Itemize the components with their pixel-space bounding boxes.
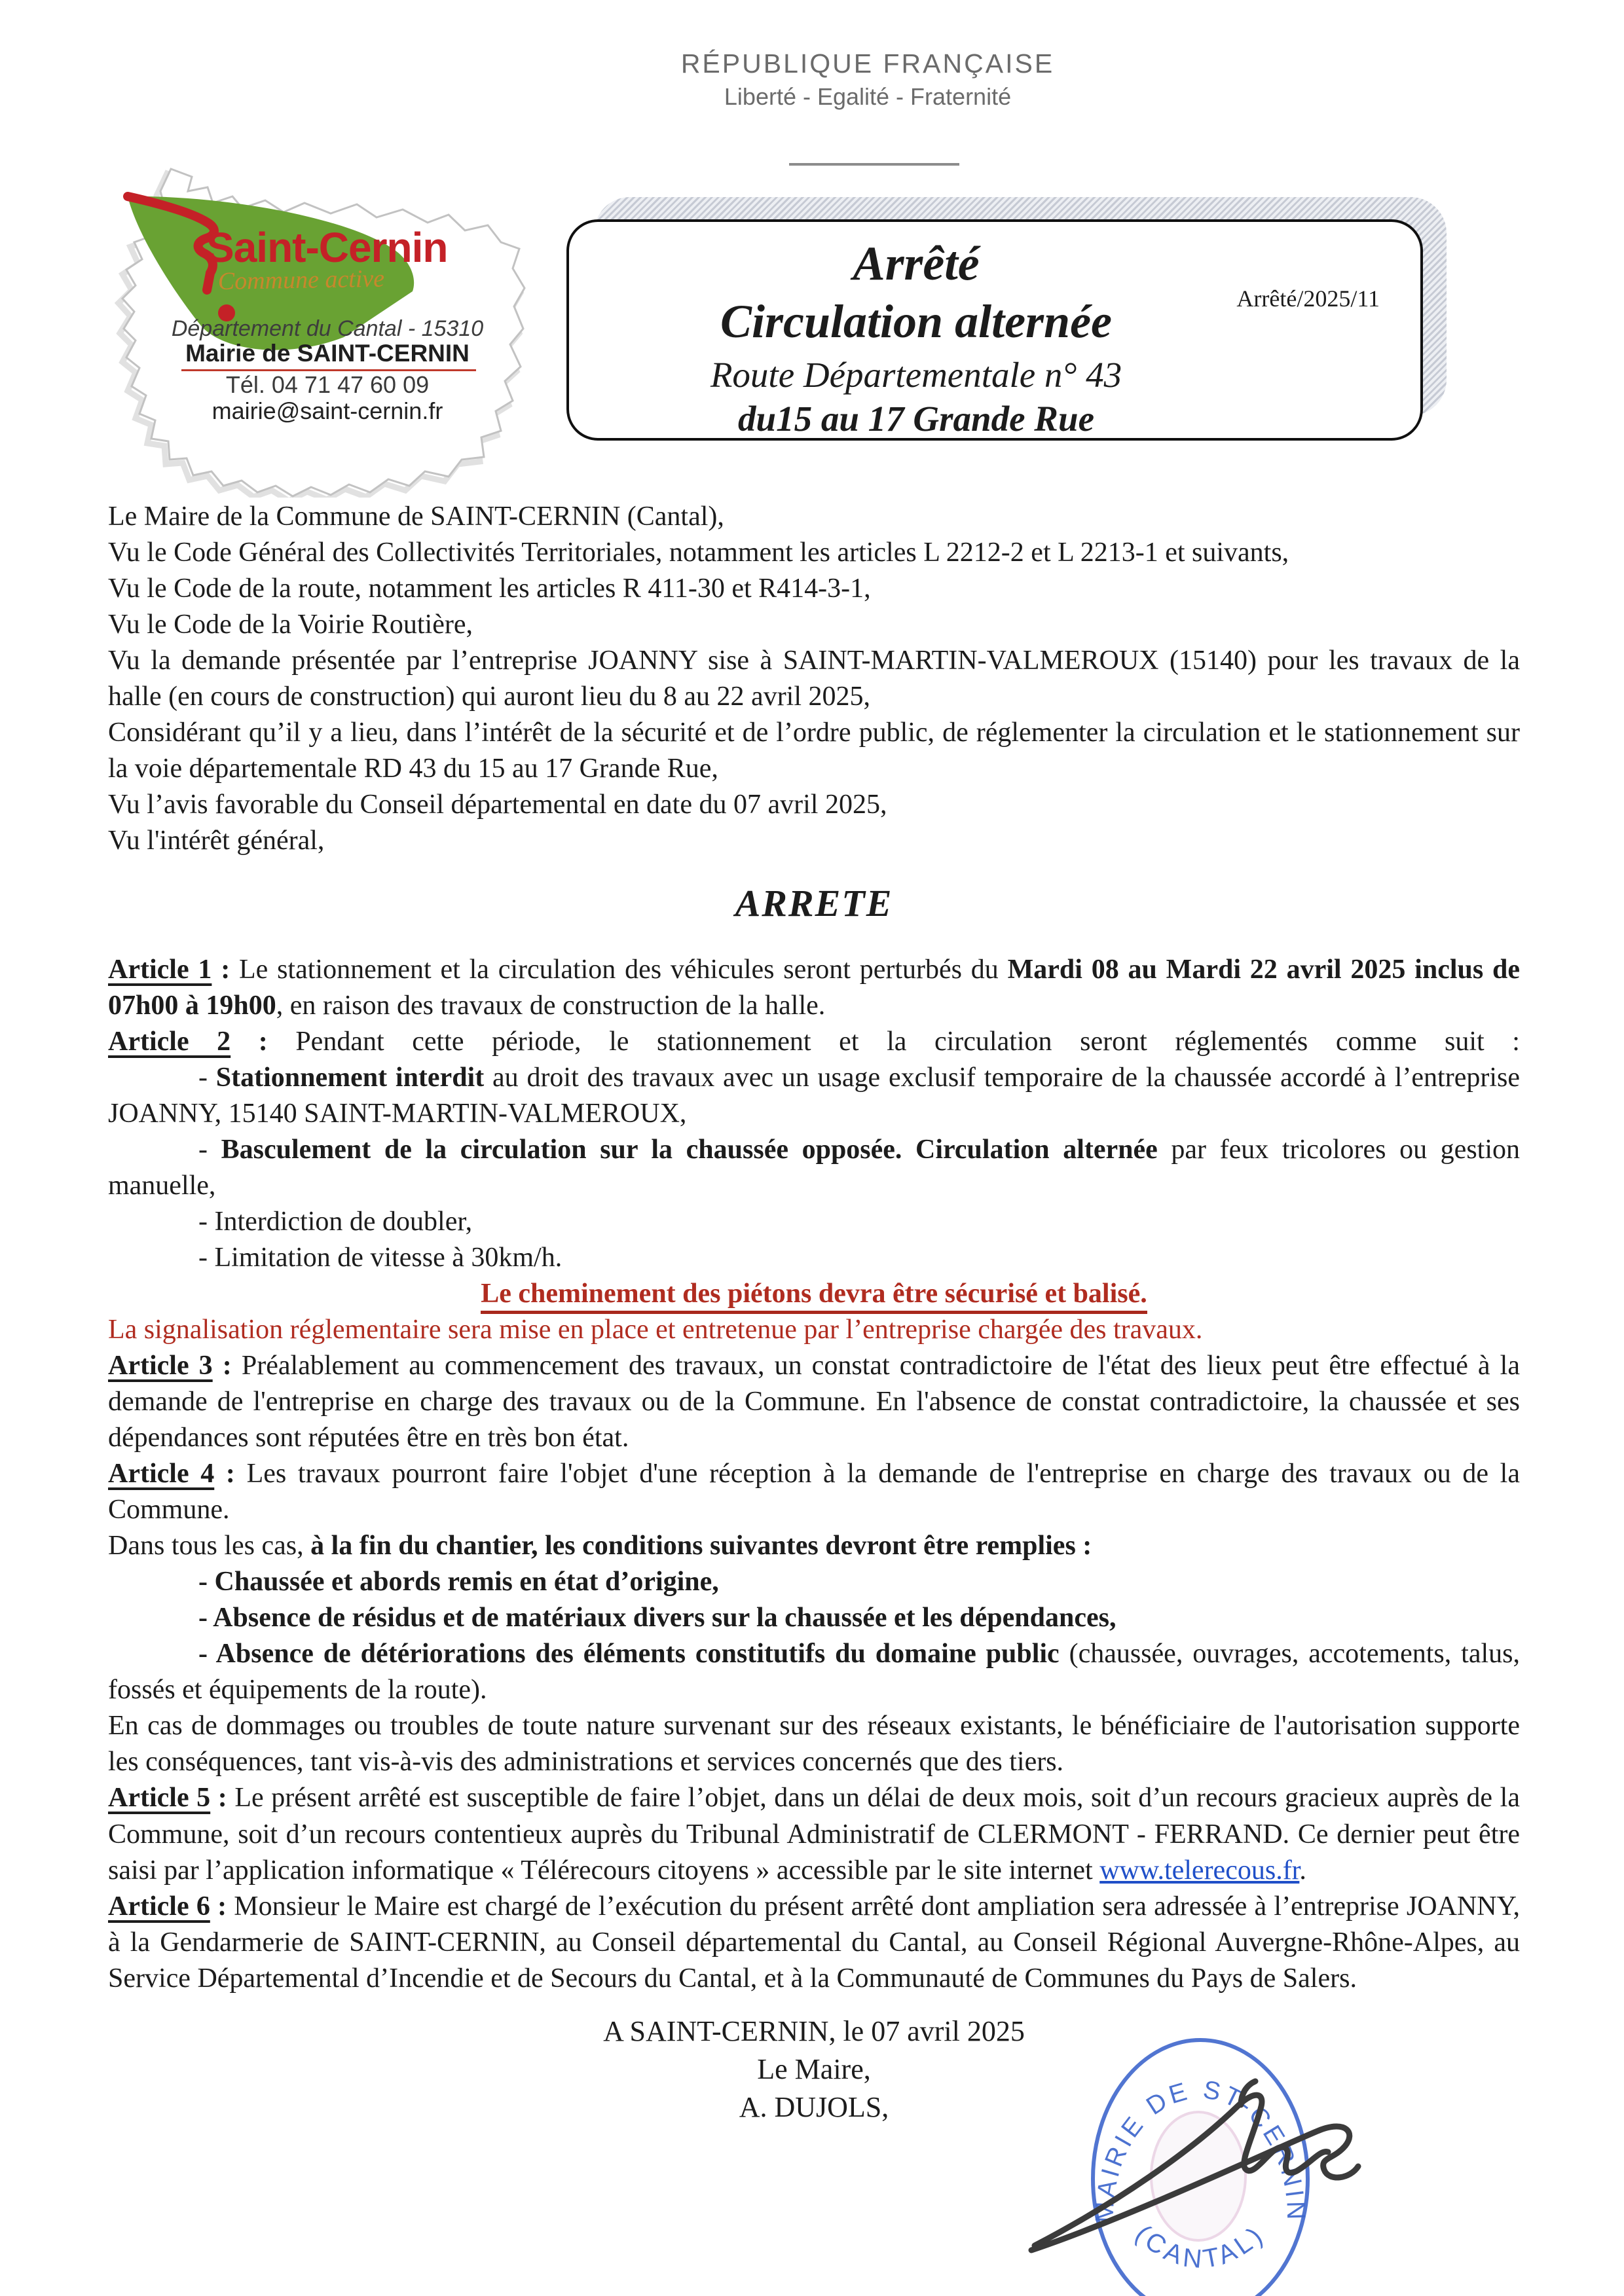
closing-place-date: A SAINT-CERNIN, le 07 avril 2025: [603, 2014, 1025, 2047]
article-2-bullet-doubler: - Interdiction de doubler,: [198, 1207, 473, 1237]
signage-notice: La signalisation réglementaire sera mise en place et entretenue par l’entreprise chargée des travaux.: [108, 1315, 1203, 1345]
republic-title: RÉPUBLIQUE FRANÇAISE: [680, 48, 1055, 79]
arrete-reference-number: Arrêté/2025/11: [1236, 285, 1380, 312]
preamble-line: Vu l'intérêt général,: [108, 826, 325, 856]
closing-signatory-name: A. DUJOLS,: [739, 2090, 889, 2123]
cantal-map-logo-icon: [108, 157, 530, 498]
title-arrete: Arrêté: [853, 237, 980, 291]
article-4-damages: En cas de dommages ou troubles de toute nature survenant sur des réseaux existants, le bénéficiaire de l'autorisation supporte les conséquences, tant vis-à-vis des administrations et services concernés que des tiers.: [108, 1711, 1520, 1777]
mayor-signature: [1025, 2052, 1365, 2262]
article-6: Article 6 : Monsieur le Maire est chargé de l’exécution du présent arrêté dont ampliation sera adressée à l’entreprise JOANNY, à la Gendarmerie de SAINT-CERNIN, au Conseil départemental du Cantal, au Conseil Régional Auvergne-Rhône-Alpes, au Service Départemental d’Incendie et de Secours du Cantal, et à la Communauté de Communes du Pays de Salers.: [108, 1891, 1520, 1994]
preamble-line: Vu le Code de la Voirie Routière,: [108, 610, 473, 640]
logo-commune-name: Saint-Cernin: [206, 224, 448, 271]
article-5-label: Article 5: [108, 1783, 211, 1813]
document-body: [108, 499, 1520, 2126]
article-1-bold-dates: Mardi 08 au Mardi 22 avril 2025 inclus de 07h00 à 19h00: [108, 955, 1521, 1021]
arrete-heading: ARRETE: [735, 882, 893, 925]
logo-dept-line: Département du Cantal - 15310: [171, 316, 484, 341]
logo-tagline: Commune active: [217, 264, 385, 295]
header-divider: [789, 163, 959, 166]
logo-mairie-line: Mairie de SAINT-CERNIN: [185, 340, 470, 367]
article-4-bullet-residus: - Absence de résidus et de matériaux divers sur la chaussée et les dépendances,: [198, 1603, 1116, 1633]
article-5: Article 5 : Le présent arrêté est susceptible de faire l’objet, dans un délai de deux mois, soit d’un recours gracieux auprès de la Commune, soit d’un recours contentieux auprès du Tribunal Administratif de CLERMONT - FERRAND. Ce dernier peut être saisi par l’application informatique « Télérecours citoyens » accessible par le site internet www.telerecous.fr.: [108, 1783, 1520, 1886]
preamble-line: Vu le Code Général des Collectivités Territoriales, notamment les articles L 2212-2 et L 2213-1 et suivants,: [108, 538, 1289, 568]
article-2-bullet-stationnement: - Stationnement interdit au droit des travaux avec un usage exclusif temporaire de la chaussée accordé à l’entreprise JOANNY, 15140 SAINT-MARTIN-VALMEROUX,: [108, 1063, 1520, 1129]
closing-role: Le Maire,: [757, 2052, 871, 2085]
logo-phone: Tél. 04 71 47 60 09: [225, 371, 430, 398]
preamble-line: Vu la demande présentée par l’entreprise JOANNY sise à SAINT-MARTIN-VALMEROUX (15140) pour les travaux de la halle (en cours de construction) qui auront lieu du 8 au 22 avril 2025,: [108, 646, 1520, 712]
article-2-label: Article 2: [108, 1027, 231, 1057]
article-4: Article 4 : Les travaux pourront faire l'objet d'une réception à la demande de l'entreprise en charge des travaux ou de la Commune.: [108, 1459, 1520, 1525]
preamble-line: Le Maire de la Commune de SAINT-CERNIN (Cantal),: [108, 501, 724, 532]
preamble-line: Considérant qu’il y a lieu, dans l’intérêt de la sécurité et de l’ordre public, de réglementer la circulation et le stationnement sur la voie départementale RD 43 du 15 au 17 Grande Rue,: [108, 718, 1520, 784]
republic-header: [111, 48, 1624, 111]
article-3-label: Article 3: [108, 1351, 213, 1381]
title-box-text: [569, 222, 1263, 439]
pedestrian-safety-notice: Le cheminement des piétons devra être sécurisé et balisé.: [108, 1276, 1520, 1312]
article-4-bullet-chaussee: - Chaussée et abords remis en état d’origine,: [198, 1567, 719, 1597]
article-4-conditions-intro: Dans tous les cas, à la fin du chantier, les conditions suivantes devront être remplies :: [108, 1531, 1092, 1561]
article-6-label: Article 6: [108, 1891, 210, 1922]
title-circulation: Circulation alternée: [720, 295, 1113, 348]
article-2-intro: Article 2 : Pendant cette période, le stationnement et la circulation seront réglementés comme suit :: [108, 1027, 1520, 1057]
preamble-line: Vu le Code de la route, notamment les articles R 411-30 et R414-3-1,: [108, 574, 871, 604]
logo-email: mairie@saint-cernin.fr: [212, 397, 443, 424]
title-box: [566, 219, 1423, 441]
article-4-label: Article 4: [108, 1459, 215, 1489]
commune-logo: [108, 157, 530, 498]
telerecours-link[interactable]: www.telerecous.fr: [1099, 1855, 1300, 1886]
title-rue: du15 au 17 Grande Rue: [738, 399, 1094, 439]
article-1-label: Article 1: [108, 955, 212, 985]
article-2-bullet-basculement: - Basculement de la circulation sur la chaussée opposée. Circulation alternée par feux tricolores ou gestion manuelle,: [108, 1135, 1521, 1201]
article-4-bullet-deteriorations: - Absence de détériorations des éléments constitutifs du domaine public (chaussée, ouvrages, accotements, talus, fossés et équipements de la route).: [108, 1639, 1520, 1705]
stamp-text-top: MAIRIE DE ST-CERNIN: [1090, 2075, 1310, 2223]
title-route: Route Départementale n° 43: [710, 355, 1122, 395]
article-3: Article 3 : Préalablement au commencement des travaux, un constat contradictoire de l'état des lieux peut être effectué à la demande de l'entreprise en charge des travaux ou de la Commune. En l'absence de constat contradictoire, la chaussée et ses dépendances sont réputées être en très bon état.: [108, 1351, 1520, 1453]
preamble-line: Vu l’avis favorable du Conseil départemental en date du 07 avril 2025,: [108, 790, 887, 820]
article-1: Article 1 : Le stationnement et la circulation des véhicules seront perturbés du Mardi 08 au Mardi 22 avril 2025 inclus de 07h00 à 19h00, en raison des travaux de construction de la halle.: [108, 955, 1521, 1021]
article-2-bullet-vitesse: - Limitation de vitesse à 30km/h.: [198, 1243, 563, 1273]
stamp-text-bottom: (CANTAL): [1130, 2219, 1271, 2274]
republic-motto: Liberté - Egalité - Fraternité: [724, 83, 1012, 110]
